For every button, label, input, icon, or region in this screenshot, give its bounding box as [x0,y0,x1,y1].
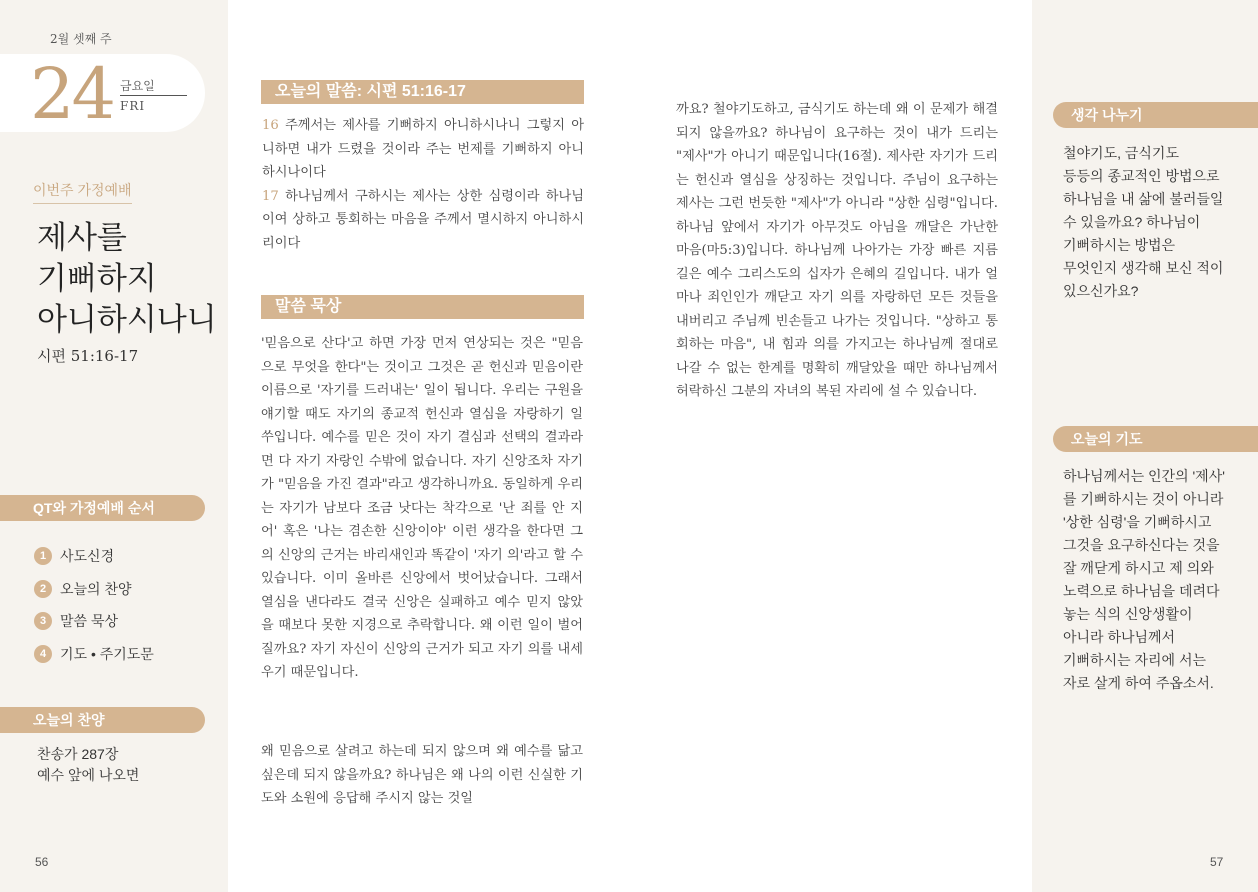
section-label: 이번주 가정예배 [33,180,132,204]
prayer-line: '상한 심령'을 기뻐하시고 [1063,514,1212,530]
hymn-info [37,744,139,786]
share-line: 하나님을 내 삶에 불러들일 [1063,191,1224,207]
list-item [34,573,154,606]
prayer-line: 하나님께서는 인간의 '제사' [1063,468,1225,484]
share-line: 무엇인지 생각해 보신 적이 [1063,260,1224,276]
prayer-line: 자로 살게 하여 주옵소서. [1063,675,1214,691]
share-line: 철야기도, 금식기도 [1063,145,1179,161]
prayer-line: 잘 깨닫게 하시고 제 의와 [1063,560,1214,576]
verse-text: 주께서는 제사를 기뻐하지 아니하시나니 그렇지 아니하면 내가 드렸을 것이라 주는 번제를 기뻐하지 아니하시나이다 [262,118,584,180]
order-number: 2 [34,580,52,598]
share-line: 있으신가요? [1063,283,1139,299]
share-line: 기뻐하시는 방법은 [1063,237,1176,253]
prayer-line: 놓는 식의 신앙생활이 [1063,606,1193,622]
order-label: 말씀 묵상 [60,613,118,630]
order-label: 기도 • 주기도문 [60,645,154,662]
verse-number: 16 [262,118,279,133]
scripture-text [262,114,584,255]
meditation-paragraph-continued: 까요? 철야기도하고, 금식기도 하는데 왜 이 문제가 해결되지 않을까요? 하나님이 요구하는 것이 내가 드리는 "제사"가 아니기 때문입니다(16절). 제사란 자기가 드리는 헌신과 열심을 상징하는 것입니다. 주님이 요구하는 제사는 그런 번듯한 "제사"가 아니라 "상한 심령"입니다. 하나님 앞에서 자기가 아무것도 아님을 깨달은 가난한 마음(마5:3)입니다. 하나님께 나아가는 가장 빠른 지름길은 예수 그리스도의 십자가 은혜의 길입니다. 내가 얼마나 죄인인가 깨닫고 자기 의를 자랑하던 모든 것들을 내버리고 주님께 빈손들고 나가는 것입니다. "상하고 통회하는 마음", 내 힘과 의를 가지고는 하나님께 절대로 나갈 수 없는 한계를 명확히 깨달았을 때만 하나님께서 허락하신 그분의 자녀의 복된 자리에 설 수 있습니다. [676,102,998,399]
share-text [1063,142,1243,303]
scripture-header: 오늘의 말씀: 시편 51:16-17 [261,80,584,104]
verse-number: 17 [262,188,279,204]
share-header: 생각 나누기 [1053,102,1258,128]
hymn-number: 찬송가 287장 [37,746,119,762]
hymn-title: 예수 앞에 나오면 [37,767,140,783]
date-number: 24 [30,53,114,135]
scripture-reference: 시편 51:16-17 [37,347,139,365]
title-line: 기뻐하지 [37,261,157,297]
prayer-line: 아니라 하나님께서 [1063,629,1176,645]
order-number: 3 [34,612,52,630]
order-number: 4 [34,645,52,663]
verse-text: 하나님께서 구하시는 제사는 상한 심령이라 하나님이여 상하고 통회하는 마음을 주께서 멸시하지 아니하시리이다 [262,188,584,251]
order-list [34,540,154,670]
page-number-right: 57 [1210,855,1224,869]
order-label: 오늘의 찬양 [60,580,132,597]
day-of-week-korean: 금요일 [120,79,155,93]
title-line: 제사를 [37,220,127,256]
hymn-header: 오늘의 찬양 [0,707,205,733]
meditation-paragraph: '믿음으로 산다'고 하면 가장 먼저 연상되는 것은 "믿음으로 무엇을 한다"는 것이고 그것은 곧 헌신과 믿음이란 이름으로 '자기를 드러내는' 일이 됩니다. 우리는 구원을 얘기할 때도 자기의 종교적 헌신과 열심을 자랑하기 일쑤입니다. 예수를 믿은 것이 자기 결심과 선택의 결과라면 다 자기 자랑인 수밖에 없습니다. 자기 신앙조차 자기가 "믿음을 가진 결과"라고 생각하니까요. 동일하게 우리는 자기가 남보다 조금 낫다는 착각으로 '난 죄를 안 지어' 혹은 '나는 겸손한 신앙이야' 이런 생각을 한다면 그의 신앙의 근거는 바리새인과 똑같이 '자기 의'라고 할 수 있습니다. 이미 올바른 신앙에서 벗어났습니다. 그래서 열심을 낸다라도 결국 신앙은 실패하고 예수 믿지 않았을 때보다 못한 지경으로 추락합니다. 왜 이런 일이 벌어질까요? 자기 자신이 신앙의 근거가 되고 자기 의를 내세우기 때문입니다. [261,336,583,680]
order-header: QT와 가정예배 순서 [0,495,205,521]
day-of-week-english: FRI [120,99,146,113]
title-line: 아니하시나니 [37,302,217,338]
prayer-line: 그것을 요구하신다는 것을 [1063,537,1220,553]
prayer-line: 기뻐하시는 자리에 서는 [1063,652,1207,668]
list-item [34,638,154,671]
page-title [37,218,217,341]
day-divider [120,95,187,96]
meditation-header: 말씀 묵상 [261,295,584,319]
list-item [34,605,154,638]
list-item [34,540,154,573]
order-number: 1 [34,547,52,565]
prayer-text [1063,465,1243,695]
share-line: 수 있을까요? 하나님이 [1063,214,1201,230]
week-label: 2월 셋째 주 [50,32,112,46]
prayer-line: 노력으로 하나님을 데려다 [1063,583,1220,599]
prayer-line: 를 기뻐하시는 것이 아니라 [1063,491,1224,507]
prayer-header: 오늘의 기도 [1053,426,1258,452]
share-line: 등등의 종교적인 방법으로 [1063,168,1220,184]
left-sidebar [0,0,228,892]
meditation-paragraph: 왜 믿음으로 살려고 하는데 되지 않으며 왜 예수를 닮고 싶은데 되지 않을까요? 하나님은 왜 나의 이런 신실한 기도와 소원에 응답해 주시지 않는 것일 [261,744,583,806]
order-label: 사도신경 [60,548,115,565]
page-number-left: 56 [35,855,49,869]
